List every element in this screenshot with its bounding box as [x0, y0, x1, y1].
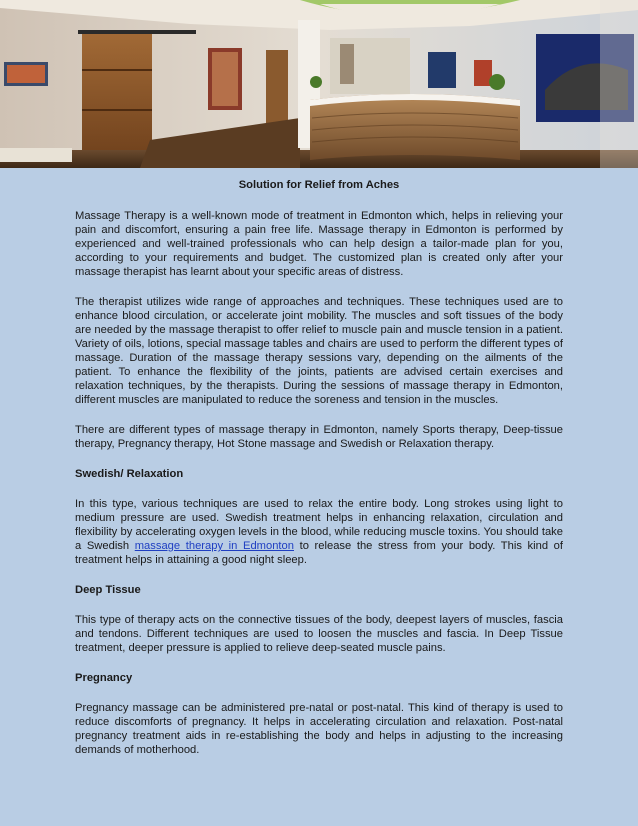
article	[75, 178, 563, 773]
heading-pregnancy: Pregnancy	[75, 672, 133, 684]
article-title: Solution for Relief from Aches	[238, 179, 400, 191]
swedish-text-start: In this type, various techniques are used to relax the entire body. Long strokes using light to medium pressure are used. Swedish treatment helps in enhancing relaxation, circulation and flexibility by accelerating oxygen levels in the blood, while reducing muscle toxins. You should take a Swedish	[75, 498, 563, 552]
paragraph-types: There are different types of massage therapy in Edmonton, namely Sports therapy, Deep-tissue therapy, Pregnancy therapy, Hot Stone massage and Swedish or Relaxation therapy.	[75, 424, 563, 450]
heading-swedish: Swedish/ Relaxation	[75, 468, 184, 480]
paragraph-deep-tissue: This type of therapy acts on the connective tissues of the body, deepest layers of muscles, fascia and tendons. Different techniques are used to loosen the muscles and fascia. In Deep Tissue treatment, deeper pressure is applied to relieve deep-seated muscle pains.	[75, 614, 563, 654]
header-photo	[0, 0, 638, 168]
paragraph-intro: Massage Therapy is a well-known mode of treatment in Edmonton which, helps in relieving your pain and discomfort, ensuring a pain free life. Massage therapy in Edmonton is performed by experienced and well-trained professionals who can help design a tailor-made plan for you, according to your requirements and budget. The customized plan is created only after your massage therapist has learnt about your specific areas of distress.	[75, 210, 563, 278]
paragraph-swedish	[75, 497, 563, 567]
massage-therapy-link[interactable]: massage therapy in Edmonton	[134, 540, 294, 552]
heading-deep-tissue: Deep Tissue	[75, 584, 141, 596]
paragraph-techniques: The therapist utilizes wide range of approaches and techniques. These techniques used are to enhance blood circulation, or accelerate joint mobility. The muscles and soft tissues of the body are needed by the massage therapist to offer relief to muscle pain and muscle tension in a patient. Variety of oils, lotions, special massage tables and chairs are used to perform the different types of massage. Duration of the massage therapy sessions vary, depending on the ailments of the patient. To enhance the flexibility of the joints, patients are advised certain exercises and relaxation techniques, by the therapists. During the sessions of massage therapy in Edmonton, different muscles are manipulated to reduce the soreness and tension in the muscles.	[75, 296, 563, 406]
swedish-text-end: to release the stress from your body. This kind of treatment helps in attaining a good night sleep.	[75, 540, 563, 566]
paragraph-pregnancy: Pregnancy massage can be administered pre-natal or post-natal. This kind of therapy is used to reduce discomforts of pregnancy. It helps in accelerating circulation and relaxation. Post-natal pregnancy treatment aids in re-establishing the body and helps in adjusting to the increasing demands of motherhood.	[75, 702, 563, 756]
